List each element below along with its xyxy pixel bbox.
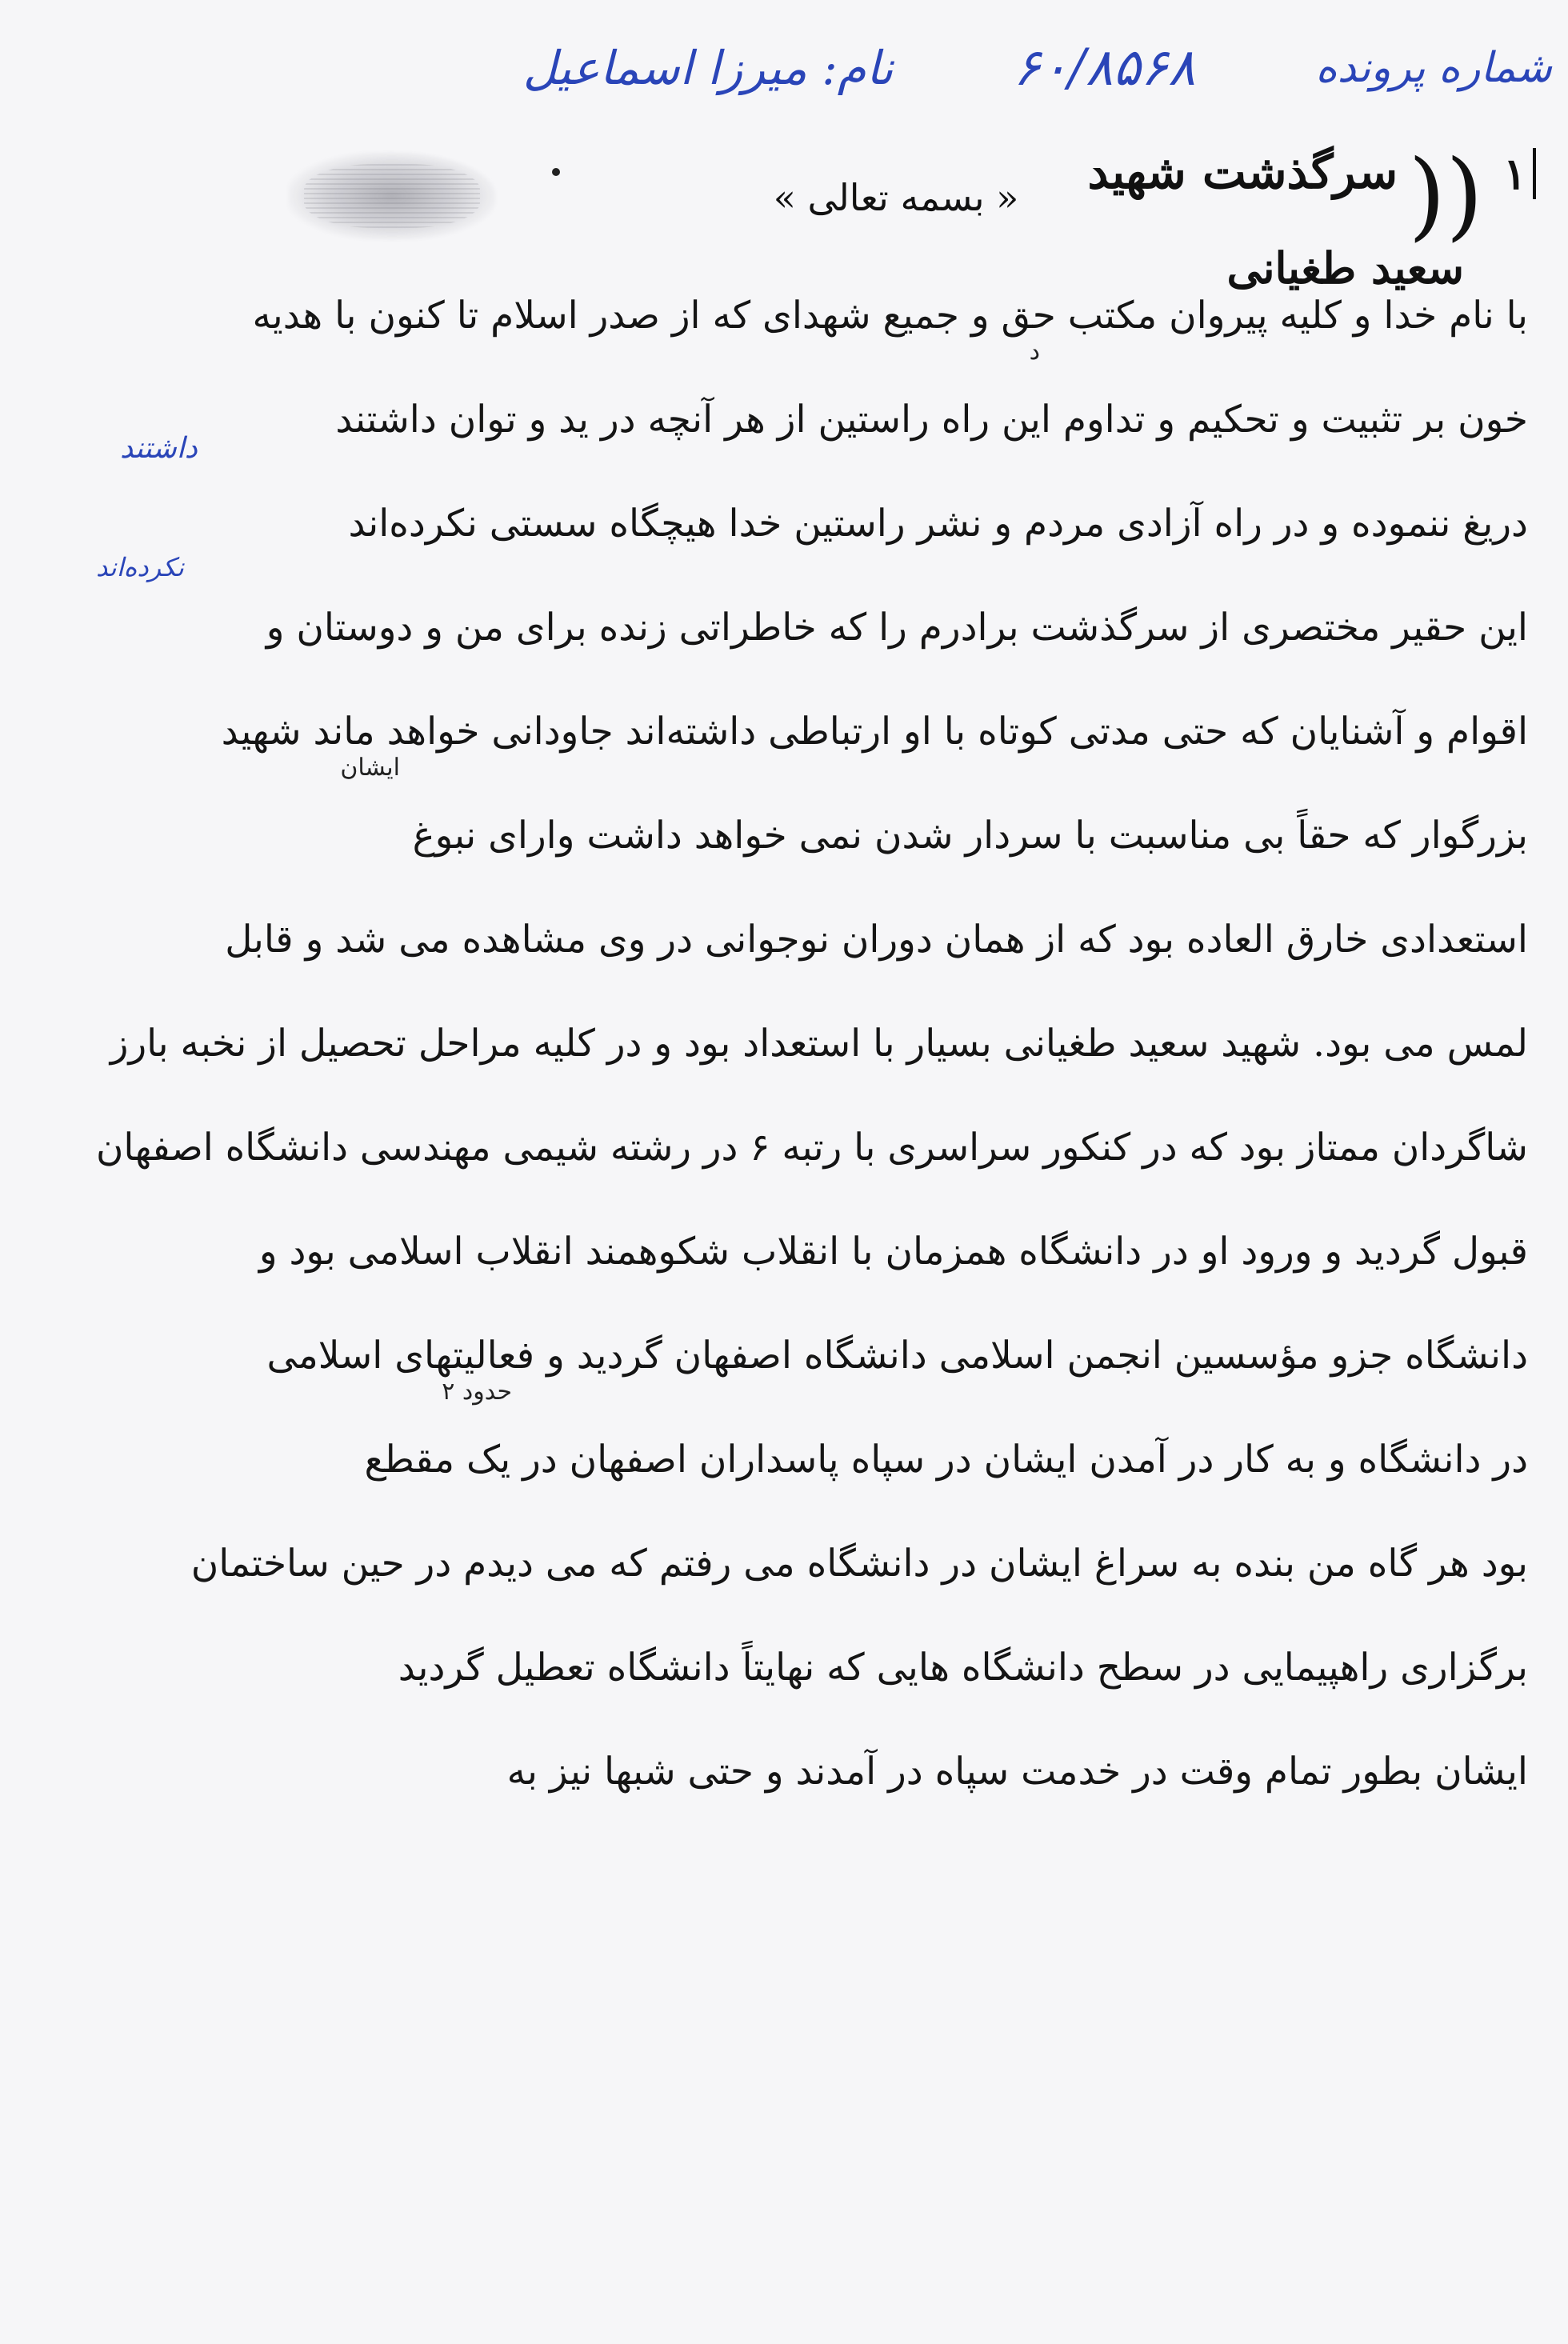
insertion-note: حدود ۲: [442, 1378, 512, 1406]
title-bracket-icon: ((: [1408, 140, 1483, 251]
body-line: دانشگاه جزو مؤسسین انجمن اسلامی دانشگاه اصفهان گردید و فعالیتهای اسلامی: [266, 1334, 1528, 1378]
body-line: برگزاری راهپیمایی در سطح دانشگاه هایی که نهایتاً دانشگاه تعطیل گردید: [398, 1646, 1528, 1690]
body-line: این حقیر مختصری از سرگذشت برادرم را که خاطراتی زنده برای من و دوستان و: [266, 606, 1528, 650]
smudge-texture: [304, 164, 480, 228]
basmala-heading: « بسمه تعالی »: [773, 176, 1019, 219]
page-subtitle: سعید طغیانی: [1226, 242, 1464, 294]
body-line: بود هر گاه من بنده به سراغ ایشان در دانشگاه می رفتم که می دیدم در حین ساختمان: [190, 1542, 1528, 1586]
body-line: د خون بر تثبیت و تحکیم و تداوم این راه راستین از هر آنچه در ید و توان داشتند: [335, 338, 1528, 442]
body-line: قبول گردید و ورود او در دانشگاه همزمان با انقلاب شکوهمند انقلاب اسلامی بود و: [258, 1230, 1528, 1274]
name-label: نام: میرزا اسماعیل: [522, 41, 894, 95]
page-header: [496, 8, 1552, 128]
file-number-label: شماره پرونده: [1315, 44, 1552, 92]
title-number: ۱: [1503, 148, 1536, 199]
insertion-note: ایشان: [340, 754, 400, 782]
body-line: لمس می بود. شهید سعید طغیانی بسیار با استعداد بود و در کلیه مراحل تحصیل از نخبه بارز: [110, 1022, 1528, 1066]
page-title: سرگذشت شهید: [1087, 145, 1398, 199]
body-line: استعدادی خارق العاده بود که از همان دوران نوجوانی در وی مشاهده می شد و قابل: [225, 918, 1528, 962]
body-line: ایشان بزرگوار که حقاً بی مناسبت با سردار شدن نمی خواهد داشت وارای نبوغ: [340, 754, 1528, 858]
body-line: ایشان بطور تمام وقت در خدمت سپاه در آمدند و حتی شبها نیز به: [506, 1750, 1528, 1794]
body-line: دریغ ننموده و در راه آزادی مردم و نشر راستین خدا هیچگاه سستی نکرده‌اند: [348, 502, 1528, 546]
margin-note: نکرده‌اند: [96, 552, 184, 582]
insertion-note: د: [1029, 338, 1040, 366]
body-line: اقوام و آشنایان که حتی مدتی کوتاه با او ارتباطی داشته‌اند جاودانی خواهد ماند شهید: [221, 710, 1528, 754]
file-number: ۶۰/۸۵۶۸: [1013, 38, 1196, 98]
body-line: شاگردان ممتاز بود که در کنکور سراسری با رتبه ۶ در رشته شیمی مهندسی دانشگاه اصفهان: [96, 1126, 1528, 1170]
margin-note: داشتند: [120, 432, 198, 465]
body-line: حدود ۲ در دانشگاه و به کار در آمدن ایشان در سپاه پاسداران اصفهان در یک مقطع: [364, 1378, 1528, 1482]
ink-dot: [552, 168, 560, 176]
body-line: با نام خدا و کلیه پیروان مکتب حق و جمیع شهدای که از صدر اسلام تا کنون با هدیه: [252, 294, 1528, 338]
body-text: [96, 264, 1528, 1824]
